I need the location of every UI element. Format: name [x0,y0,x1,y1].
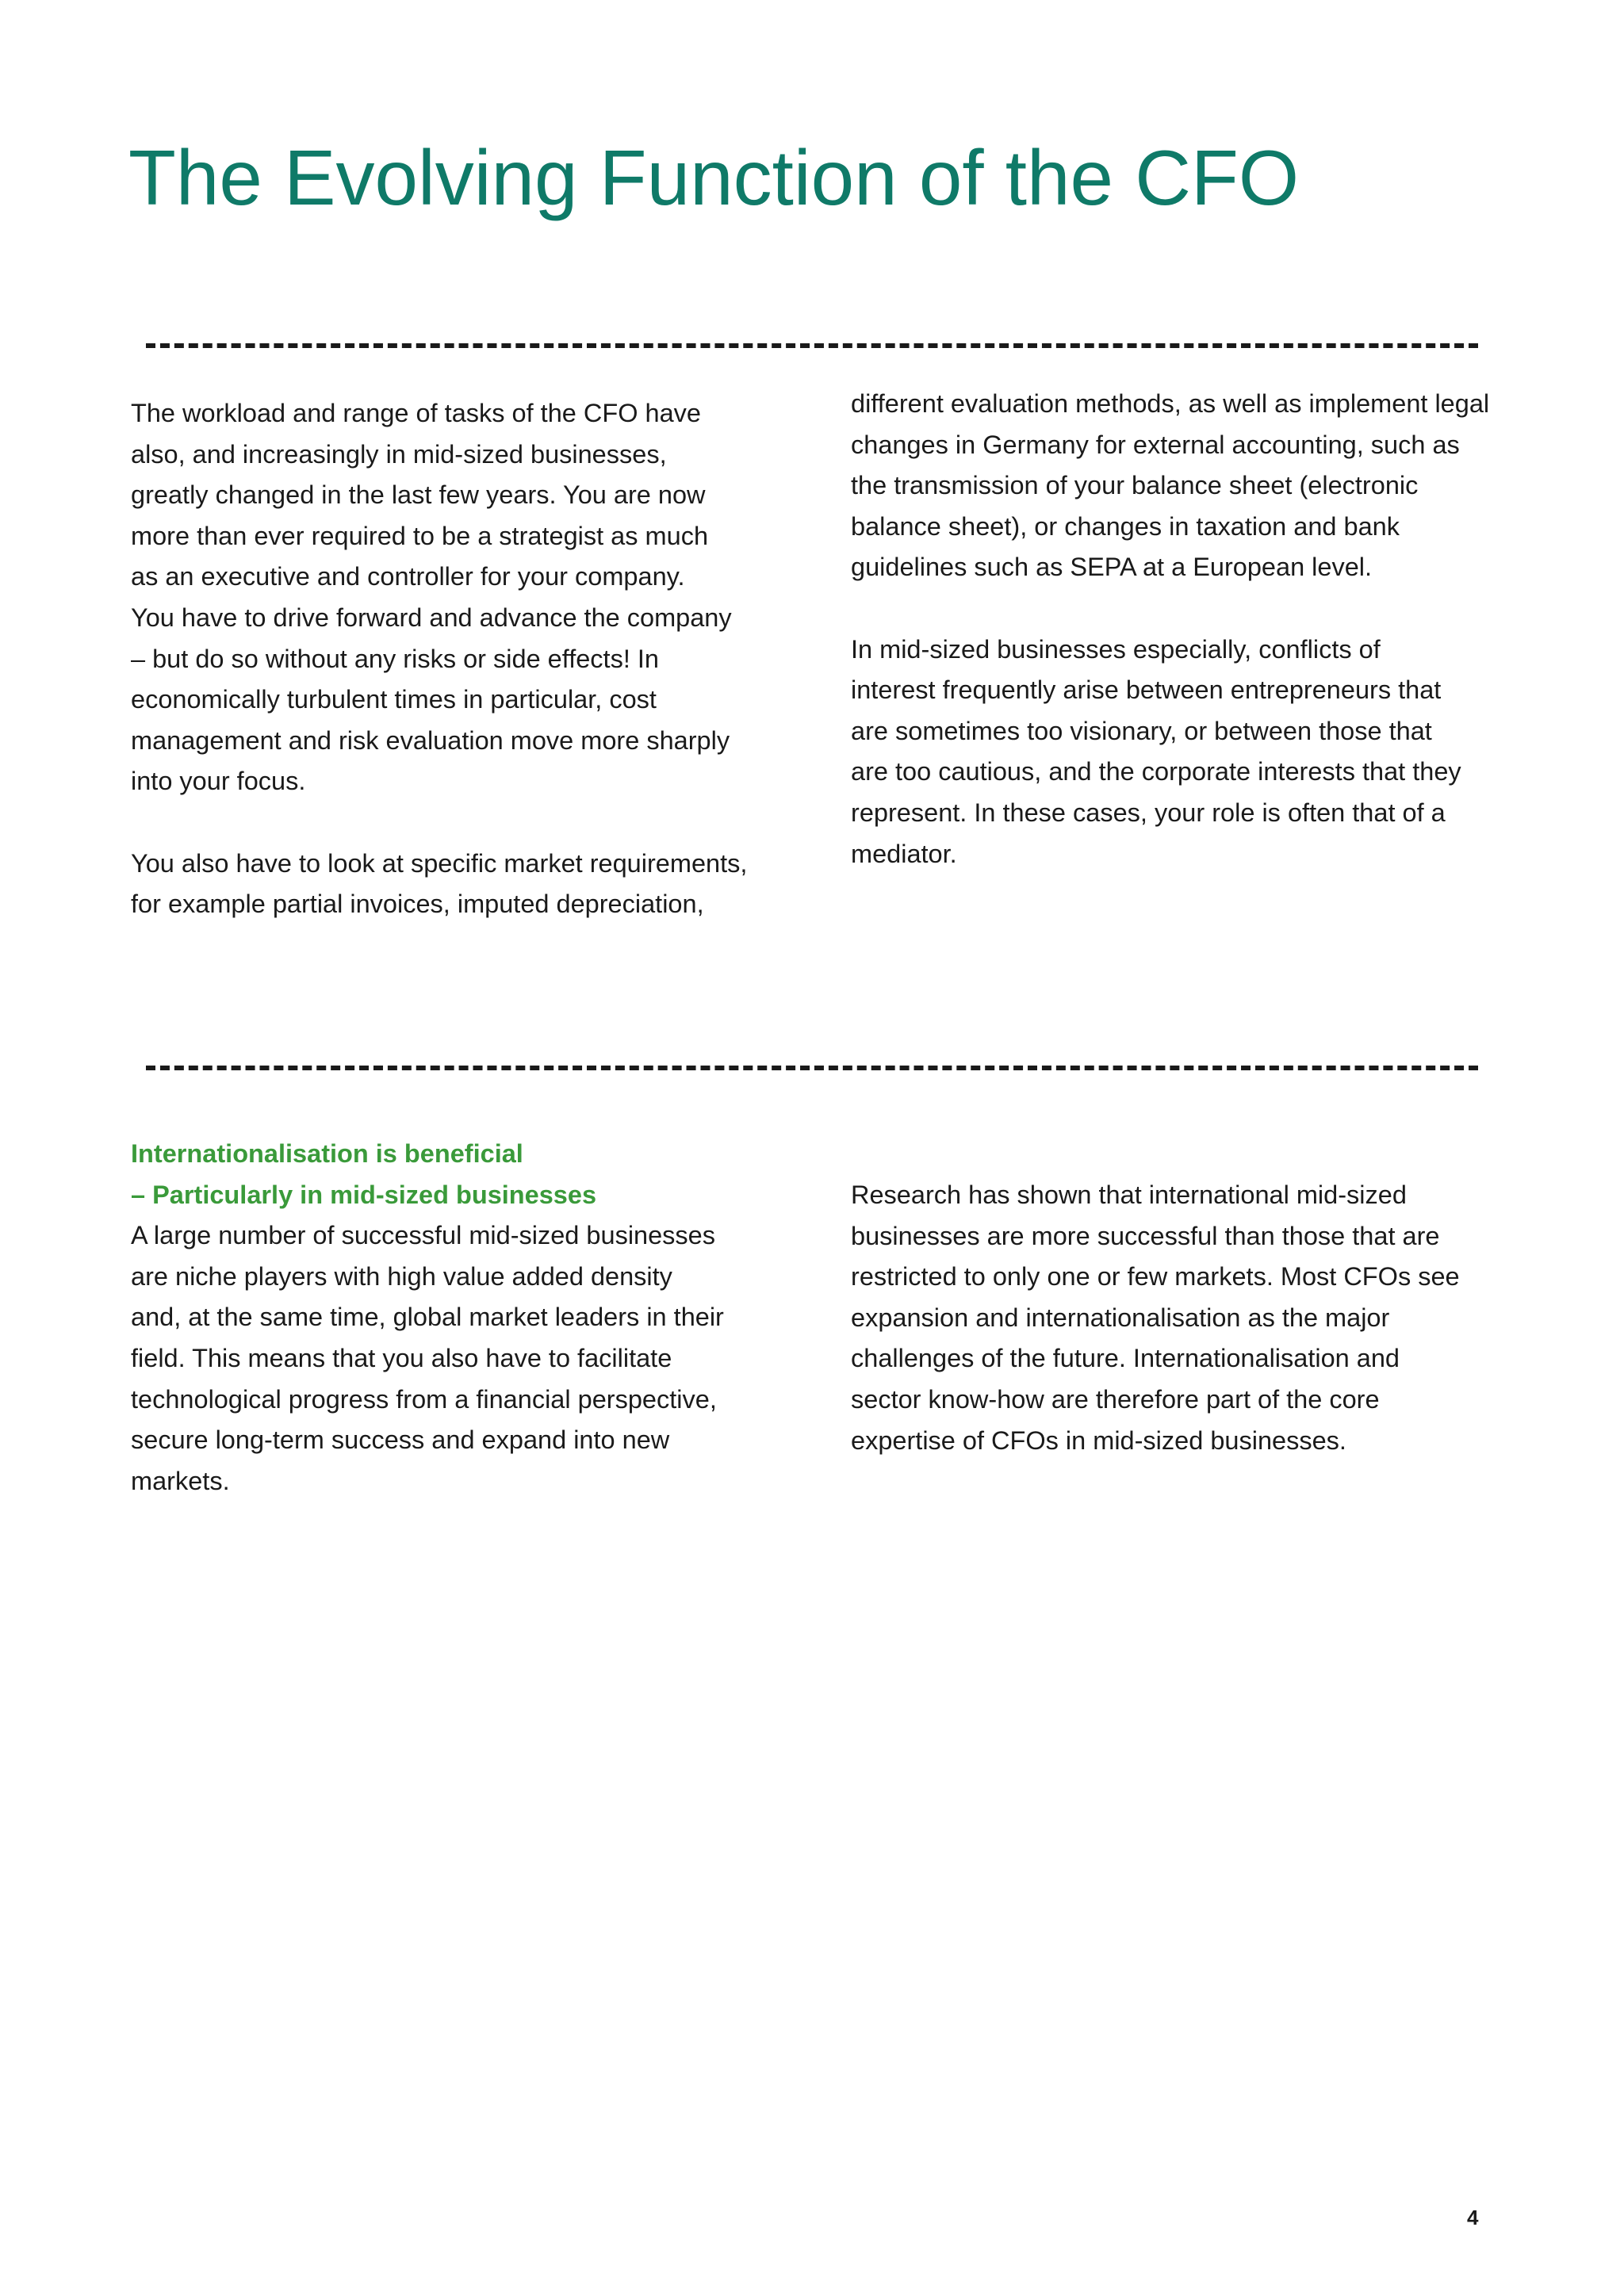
page-number: 4 [1467,2206,1479,2229]
section1-left-paragraph-1: The workload and range of tasks of the CFO have also, and increasingly in mid-sized businesses, greatly changed in the last few years. You are now more than ever required to be a strategist as much as an executive and controller for your company. You have to drive forward and advance the company – but do so without any risks or side effects! In economically turbulent times in particular, cost management and risk evaluation move more sharply into your focus. [131,399,732,796]
dashed-divider-top [146,343,1478,348]
section1-right-paragraph-1: different evaluation methods, as well as implement legal changes in Germany for external accounting, such as the transmission of your balance sheet (electronic balance sheet), or changes in taxation and bank guidelines such as SEPA at a European level. [851,389,1490,582]
section2-left-column [131,1134,813,1502]
section1-left-paragraph-2: You also have to look at specific market requirements, for example partial invoices, imputed depreciation, [131,848,748,919]
section2-right-column [851,1175,1549,1461]
section2-subheading: Internationalisation is beneficial – Particularly in mid-sized businesses [131,1139,597,1209]
page-title: The Evolving Function of the CFO [128,134,1300,221]
section2-right-paragraph: Research has shown that international mid-sized businesses are more successful than those that are restricted to only one or few markets. Most CFOs see expansion and internationalisation as the major challenges of the future. Internationalisation and sector know-how are therefore part of the core expertise of CFOs in mid-sized businesses. [851,1181,1460,1455]
section2-left-paragraph: A large number of successful mid-sized businesses are niche players with high value added density and, at the same time, global market leaders in their field. This means that you also have to facilitate technological progress from a financial perspective, secure long-term success and expand into new markets. [131,1221,724,1495]
section1-left-column [131,393,813,925]
dashed-divider-middle [146,1066,1478,1070]
section1-right-paragraph-2: In mid-sized businesses especially, conflicts of interest frequently arise between entrepreneurs that are sometimes too visionary, or between those that are too cautious, and the corporate interests that they represent. In these cases, your role is often that of a mediator. [851,634,1461,868]
section1-right-column [851,384,1549,874]
